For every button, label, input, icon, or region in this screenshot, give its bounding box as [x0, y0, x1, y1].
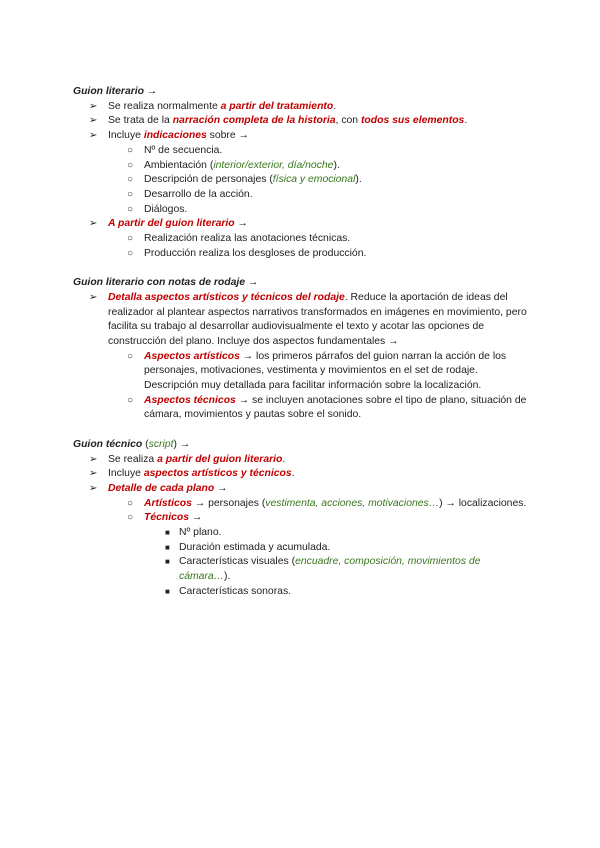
arrowhead-bullet-icon: ➢: [89, 482, 98, 494]
item-text: Diálogos.: [144, 203, 188, 215]
item-text: Duración estimada y acumulada.: [179, 541, 331, 553]
item-text: →: [214, 482, 228, 494]
circle-bullet-icon: ○: [127, 350, 134, 362]
item-text: ).: [355, 174, 362, 186]
emphasis-text: Aspectos artísticos: [144, 350, 240, 362]
arrowhead-bullet-icon: ➢: [89, 453, 98, 465]
list-item: [73, 555, 533, 584]
list-item: [73, 217, 533, 232]
item-text: sobre →: [206, 130, 249, 142]
emphasis-text: Técnicos: [144, 512, 190, 524]
emphasis-text: narración completa de la historia: [172, 115, 336, 127]
item-text: Características sonoras.: [179, 585, 292, 597]
emphasis-text: Detalla aspectos artísticos y técnicos del rodaje: [108, 291, 345, 303]
list-item: [73, 129, 533, 144]
item-text: Incluye: [108, 130, 144, 142]
title-text: Guion técnico: [73, 438, 143, 450]
list-item: [73, 203, 533, 218]
list-item: [73, 159, 533, 174]
emphasis-text: a partir del guion literario: [157, 453, 283, 465]
circle-bullet-icon: ○: [127, 203, 134, 215]
note-text: encuadre, composición, movimientos de cámara…: [179, 556, 481, 583]
list-item: [73, 232, 533, 247]
list-item: [73, 144, 533, 159]
item-text: → los primeros párrafos del guion narran la acción de los personajes, motivaciones, vestimenta y movimientos en el set de rodaje. Descripción muy detallada para facilitar información sobre la localización.: [144, 350, 507, 392]
item-text: , con: [335, 115, 361, 127]
note-text: script: [148, 438, 174, 450]
list-item: [73, 394, 533, 423]
square-bullet-icon: ■: [165, 542, 170, 552]
list-item: [73, 511, 533, 526]
section-title-guion-literario: Guion literario →: [73, 86, 158, 97]
list-item: [73, 497, 533, 512]
title-text: ) →: [173, 438, 191, 450]
list-item: [73, 585, 533, 600]
square-bullet-icon: ■: [165, 586, 170, 596]
item-text: Se realiza normalmente: [108, 100, 221, 112]
item-text: Ambientación (: [144, 159, 214, 171]
circle-bullet-icon: ○: [127, 512, 134, 524]
emphasis-text: Aspectos técnicos: [144, 394, 236, 406]
emphasis-text: A partir del guion literario: [108, 218, 235, 230]
item-text: Incluye: [108, 468, 144, 480]
item-text: Desarrollo de la acción.: [144, 188, 253, 200]
item-text: .: [464, 115, 468, 127]
circle-bullet-icon: ○: [127, 497, 134, 509]
item-text: Características visuales (: [179, 556, 296, 568]
emphasis-text: Detalle de cada plano: [108, 482, 215, 494]
item-text: → personajes (: [191, 497, 266, 509]
item-text: ).: [224, 571, 231, 583]
section-title-guion-tecnico: [73, 438, 533, 453]
circle-bullet-icon: ○: [127, 159, 134, 171]
item-text: →: [234, 218, 248, 230]
square-bullet-icon: ■: [165, 557, 170, 567]
list-item: [73, 188, 533, 203]
item-text: Producción realiza los desgloses de producción.: [144, 247, 367, 259]
item-text: Nº de secuencia.: [144, 144, 223, 156]
item-text: Se realiza: [108, 453, 158, 465]
arrowhead-bullet-icon: ➢: [89, 100, 98, 112]
list-item: [73, 482, 533, 497]
item-text: →: [189, 512, 203, 524]
item-text: Nº plano.: [179, 527, 222, 539]
arrowhead-bullet-icon: ➢: [89, 115, 98, 127]
emphasis-text: a partir del tratamiento: [220, 100, 334, 112]
item-text: .: [291, 468, 295, 480]
list-item: [73, 526, 533, 541]
item-text: ) → localizaciones.: [439, 497, 527, 509]
circle-bullet-icon: ○: [127, 394, 134, 406]
list-item: [73, 453, 533, 468]
section-gap: [73, 261, 533, 276]
list-item: [73, 350, 533, 394]
circle-bullet-icon: ○: [127, 174, 134, 186]
list-item: [73, 247, 533, 262]
item-text: .: [333, 100, 337, 112]
list-item: [73, 114, 533, 129]
emphasis-text: indicaciones: [143, 130, 207, 142]
emphasis-text: Artísticos: [144, 497, 192, 509]
list-item: [73, 173, 533, 188]
note-text: vestimenta, acciones, motivaciones…: [265, 497, 440, 509]
square-bullet-icon: ■: [165, 528, 170, 538]
circle-bullet-icon: ○: [127, 247, 134, 259]
item-text: Realización realiza las anotaciones técnicas.: [144, 233, 351, 245]
arrowhead-bullet-icon: ➢: [89, 468, 98, 480]
notes-content: [73, 85, 533, 600]
list-item: [73, 541, 533, 556]
item-text: Descripción de personajes (: [144, 174, 273, 186]
list-item: [73, 100, 533, 115]
note-text: interior/exterior, día/noche: [213, 159, 334, 171]
section-gap: [73, 423, 533, 438]
arrowhead-bullet-icon: ➢: [89, 291, 98, 303]
item-text: .: [282, 453, 286, 465]
circle-bullet-icon: ○: [127, 188, 134, 200]
title-text: (: [142, 438, 149, 450]
item-text: → se incluyen anotaciones sobre el tipo de plano, situación de cámara, movimientos y pautas sobre el sonido.: [144, 394, 527, 421]
item-text: . Reduce la aportación de ideas del realizador al plantear aspectos narrativos transformados en imágenes en movimiento, pero facilita su trabajo al desarrollar audiovisualmente el texto y acotar las opciones de construcción del plano. Incluye dos aspectos fundamentales →: [108, 291, 527, 347]
list-item: [73, 467, 533, 482]
emphasis-text: todos sus elementos: [360, 115, 465, 127]
arrowhead-bullet-icon: ➢: [89, 130, 98, 142]
item-text: Se trata de la: [108, 115, 173, 127]
section-title-notas-rodaje: Guion literario con notas de rodaje →: [73, 277, 259, 289]
note-text: física y emocional: [272, 174, 356, 186]
circle-bullet-icon: ○: [127, 233, 134, 245]
circle-bullet-icon: ○: [127, 144, 134, 156]
emphasis-text: aspectos artísticos y técnicos: [143, 468, 292, 480]
item-text: ).: [333, 159, 340, 171]
arrowhead-bullet-icon: ➢: [89, 218, 98, 230]
list-item: [73, 291, 533, 350]
